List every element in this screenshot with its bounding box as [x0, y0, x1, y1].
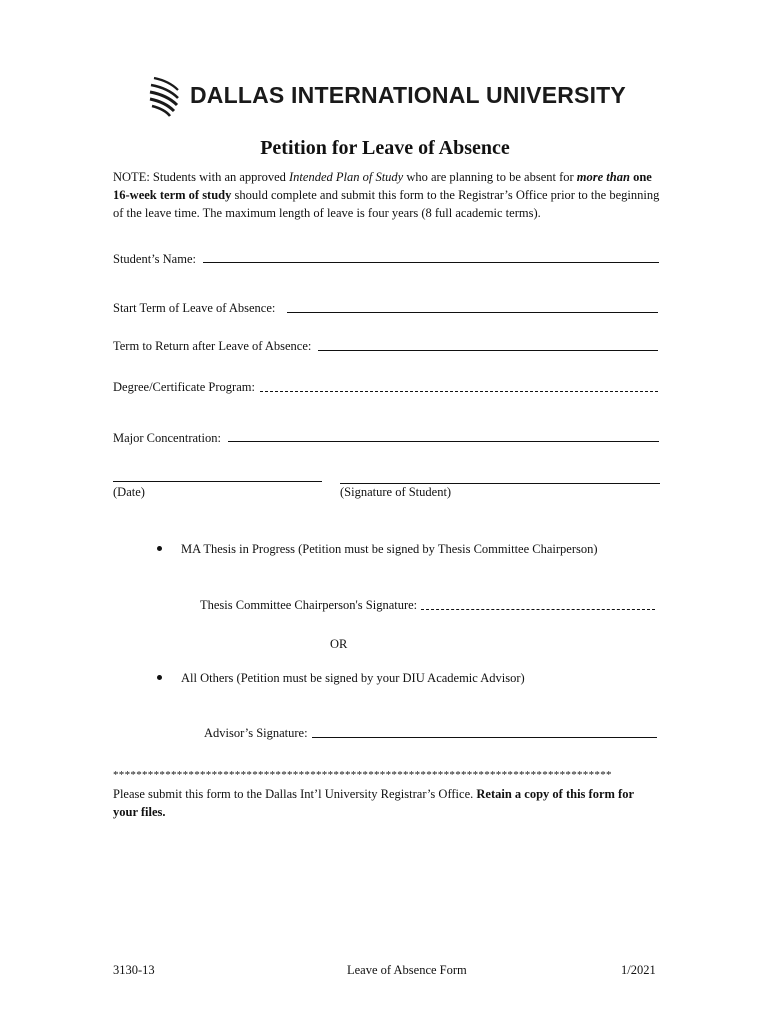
start-term-label: Start Term of Leave of Absence: [113, 301, 276, 315]
note-text-1: NOTE: Students with an approved [113, 170, 290, 184]
concentration-label: Major Concentration: [113, 431, 221, 445]
advisor-signature-field[interactable] [312, 737, 657, 738]
university-name: DALLAS INTERNATIONAL UNIVERSITY [190, 82, 626, 108]
note-text-5: one 16-week term of study [113, 170, 652, 202]
program-field[interactable] [260, 391, 658, 392]
date-label: (Date) [113, 485, 145, 499]
submit-instructions [113, 785, 661, 821]
advisor-signature-label: Advisor’s Signature: [204, 726, 308, 740]
return-term-field[interactable] [318, 350, 658, 351]
program-label: Degree/Certificate Program: [113, 380, 255, 394]
asterisk-separator: ************************************************************************************** [113, 769, 612, 781]
note-paragraph [113, 168, 661, 222]
bullet-icon [157, 546, 162, 551]
student-signature-label: (Signature of Student) [340, 485, 452, 499]
student-signature-field[interactable] [340, 483, 660, 484]
thesis-signature-label: Thesis Committee Chairperson's Signature: [200, 598, 418, 612]
student-name-label: Student’s Name: [113, 252, 196, 266]
university-logo-icon [148, 76, 184, 118]
thesis-signature-field[interactable] [421, 609, 655, 610]
note-text-6: should complete and submit this form to the Registrar’s Office prior to the beginning of the leave time. The maximum length of leave is four years (8 full academic terms). [113, 188, 660, 220]
submit-text: Please submit this form to the Dallas Int’l University Registrar’s Office. [113, 787, 477, 801]
submit-bold-text: Retain a copy of this form for your files. [113, 787, 634, 819]
return-term-label: Term to Return after Leave of Absence: [113, 339, 312, 353]
note-text-3: who are planning to be absent for [403, 170, 577, 184]
note-text-4: more than [576, 170, 630, 184]
bullet-icon [157, 675, 162, 680]
footer-form-number: 3130-13 [113, 963, 155, 977]
date-field[interactable] [113, 481, 322, 482]
student-name-field[interactable] [203, 262, 659, 263]
start-term-field[interactable] [287, 312, 658, 313]
note-text-2: Intended Plan of Study [289, 170, 404, 184]
page-title: Petition for Leave of Absence [260, 137, 510, 159]
others-option-text: All Others (Petition must be signed by your DIU Academic Advisor) [181, 671, 525, 685]
thesis-option-text: MA Thesis in Progress (Petition must be signed by Thesis Committee Chairperson) [181, 542, 598, 556]
concentration-field[interactable] [228, 441, 659, 442]
footer-form-name: Leave of Absence Form [347, 963, 467, 977]
or-text: OR [330, 637, 348, 651]
footer-date: 1/2021 [621, 963, 656, 977]
